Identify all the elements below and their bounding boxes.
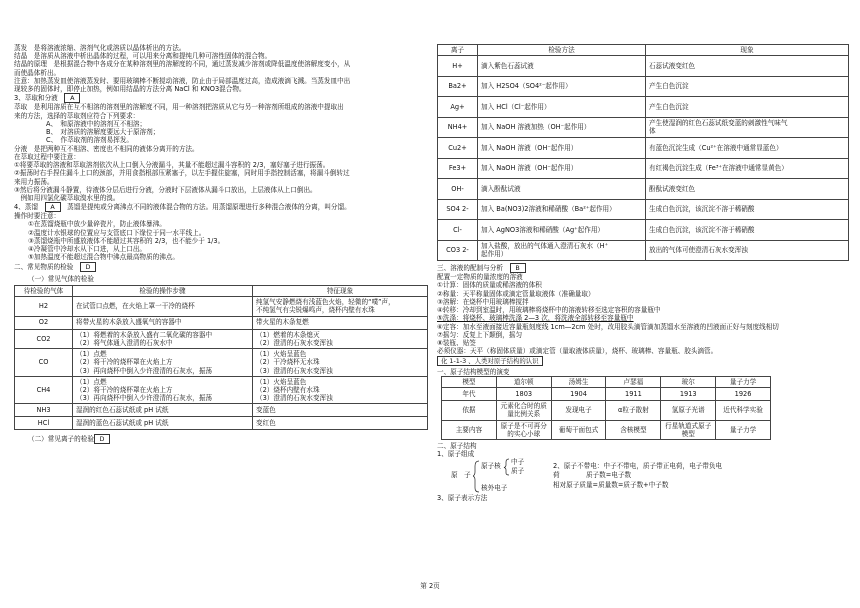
- table-cell: [253, 417, 428, 430]
- table-cell: [646, 138, 849, 159]
- table-cell: [253, 376, 428, 404]
- intro-paragraphs: [14, 44, 428, 93]
- table-cell: [73, 349, 253, 377]
- table-row: [15, 404, 428, 417]
- table-row: [438, 179, 849, 200]
- table-cell: 1913: [661, 388, 716, 401]
- table-cell: 发现电子: [551, 401, 606, 420]
- ion-name: Cu2+: [438, 138, 478, 159]
- table-cell: [646, 179, 849, 200]
- table-cell: [646, 97, 849, 118]
- list-item: ③蒸馏烧瓶中所盛放液体不能超过其容积的 2/3，也不能少于 1/3。: [28, 236, 225, 245]
- ion-name: Ag+: [438, 97, 478, 118]
- answer-box: A: [45, 202, 61, 212]
- cell-line: 生成白色沉淀，该沉淀不溶于稀硝酸: [649, 205, 755, 214]
- gas-name: NH3: [15, 404, 73, 417]
- cell-line: 产生白色沉淀: [649, 82, 689, 91]
- text-line: 来用力振荡。: [14, 177, 54, 186]
- distill-heading: 4、蒸馏 A 蒸馏是提纯或分离沸点不同的液体混合物的方法。用蒸馏原理进行多种混合液体的分离，叫分馏。: [14, 203, 351, 212]
- table-cell: [73, 376, 253, 404]
- list-item: ④冷凝管中冷却水从下口进，从上口出。: [28, 245, 147, 254]
- cell-line: 加入 HCl（Cl⁻起作用）: [481, 102, 551, 111]
- ion-name: OH-: [438, 179, 478, 200]
- table-cell: α粒子散射: [606, 401, 661, 420]
- table-cell: [646, 56, 849, 77]
- section-heading: 一、原子结构模型的演变: [437, 367, 510, 376]
- cell-line: 石蕊试液变红色: [649, 61, 696, 70]
- column-header: 离子: [438, 45, 478, 56]
- table-cell: [73, 297, 253, 316]
- column-header: 检验的操作步骤: [73, 285, 253, 296]
- table-cell: [73, 316, 253, 329]
- text-line: 结晶 是溶质从溶液中析出晶体的过程，可以用来分离和提纯几种可溶性固体的混合物。: [14, 52, 272, 61]
- table-row: [438, 199, 849, 220]
- option-line: A、 和原溶液中的溶剂互不相溶；: [46, 119, 147, 128]
- table-cell: 依据: [442, 401, 497, 420]
- cell-line: 不纯氢气有尖锐爆鸣声，烧杯内壁有水珠: [256, 306, 375, 315]
- table-row: [15, 329, 428, 348]
- table-row: [438, 56, 849, 77]
- cell-line: （1）点燃: [76, 377, 107, 386]
- list-item: ②温度计水银球的位置应与支管底口下缘位于同一水平线上。: [28, 228, 206, 237]
- table-cell: 1926: [716, 388, 771, 401]
- cell-line: 加入 NaOH 溶液加热（OH⁻起作用）: [481, 123, 591, 132]
- column-header: 检验方法: [478, 45, 646, 56]
- table-cell: [253, 297, 428, 316]
- cell-line: （2）干冷烧杯无水珠: [256, 358, 320, 367]
- atom-structure-diagram: [437, 458, 849, 494]
- text-line: 在萃取过程中要注意：: [14, 152, 80, 161]
- cell-line: 体: [649, 127, 656, 136]
- text-line: 而使晶体析出。: [14, 68, 61, 77]
- cell-line: （2）将干冷的烧杯罩在火焰上方: [76, 358, 173, 367]
- cell-line: （2）澄清的石灰水变浑浊: [256, 338, 333, 347]
- ion-name: NH4+: [438, 117, 478, 138]
- table-header-row: [442, 376, 771, 387]
- table-cell: [253, 404, 428, 417]
- cell-line: 带火星的木条复燃: [256, 318, 309, 327]
- table-row: [442, 401, 771, 420]
- ion-name: Ba2+: [438, 76, 478, 97]
- table-cell: 1904: [551, 388, 606, 401]
- ion-table-body: [438, 56, 849, 261]
- table-row: [15, 297, 428, 316]
- table-row: [438, 158, 849, 179]
- chapter-title: 化 1-1-3 、人类对原子结构的认识: [437, 356, 849, 366]
- table-row: [15, 417, 428, 430]
- table-row: [438, 220, 849, 241]
- cell-line: 有蓝色沉淀生成（Cu²⁺在溶液中通常显蓝色）: [649, 143, 783, 152]
- table-cell: [478, 220, 646, 241]
- cell-line: 变红色: [256, 419, 276, 428]
- text-line: ①计算：固体的质量或稀溶液的体积: [437, 281, 542, 290]
- table-header-row: [438, 45, 849, 56]
- table-cell: [478, 76, 646, 97]
- cell-line: （2）将气体通入澄清的石灰水中: [76, 338, 173, 347]
- table-row: [438, 240, 849, 261]
- cell-line: 产生使湿润的红色石蕊试纸变蓝的刺激性气味气: [649, 119, 788, 128]
- gas-name: HCl: [15, 417, 73, 430]
- ion-name: H+: [438, 56, 478, 77]
- gas-table-body: [15, 297, 428, 430]
- table-row: [438, 117, 849, 138]
- text-line: ⑧装瓶、贴签: [437, 339, 476, 348]
- text-line: 分液 是把两种互不相溶、密度也不相同的液体分离开的方法。: [14, 144, 199, 153]
- text-line: ②称量：天平称量固体或滴定管量取液体（准确量取）: [437, 289, 595, 298]
- table-cell: [478, 179, 646, 200]
- text-line: 注意：加热蒸发皿使溶液蒸发时、要用玻璃棒不断搅动溶液，防止由于局部温度过高，造成液滴飞溅。当蒸发皿中出: [14, 76, 351, 85]
- cell-line: （3）再向烧杯中倒入少许澄清的石灰水，振荡: [76, 366, 213, 375]
- cell-line: 加入 Ba(NO3)2溶液和稀硝酸（Ba²⁺起作用）: [481, 205, 616, 214]
- ion-name: Fe3+: [438, 158, 478, 179]
- column-header: 模型: [442, 376, 497, 387]
- answer-box: B: [510, 263, 526, 273]
- table-header-row: [15, 285, 428, 296]
- cell-line: 滴入酚酞试液: [481, 184, 521, 193]
- answer-box: D: [94, 434, 110, 444]
- right-column: [437, 44, 849, 503]
- column-header: 玻尔: [661, 376, 716, 387]
- text-line: 蒸发 是将溶液浓缩、溶剂气化或溶质以晶体析出的方法。: [14, 44, 186, 52]
- cell-line: （2）烧杯内壁有水珠: [256, 385, 320, 394]
- gas-name: CH4: [15, 376, 73, 404]
- table-cell: [478, 138, 646, 159]
- cell-line: 酚酞试液变红色: [649, 184, 696, 193]
- table-cell: 含核模型: [606, 420, 661, 439]
- atom-model-table: [441, 376, 771, 440]
- cell-line: （3）澄清的石灰水变浑浊: [256, 366, 333, 375]
- cell-line: 变蓝色: [256, 406, 276, 415]
- text-line: 配置一定物质的量浓度的溶液: [437, 273, 523, 282]
- cell-line: （1）点燃: [76, 350, 107, 359]
- column-header: 卢瑟福: [606, 376, 661, 387]
- atom-rule: 2、原子不带电：中子不带电，质子带正电荷，电子带负电: [553, 462, 723, 471]
- text-line: 现较多的固体时，即停止加热，例如用结晶的方法分离 NaCl 和 KNO3混合物。: [14, 85, 246, 94]
- list-item: ①在蒸馏烧瓶中放少量碎瓷片，防止液体暴沸。: [28, 220, 166, 229]
- atom-rule: 荷 质子数=电子数: [553, 471, 632, 480]
- cell-line: 加入盐酸，放出的气体通入澄清石灰水（H⁺: [481, 242, 609, 251]
- sub-heading: 3、原子表示方法: [437, 494, 488, 503]
- left-column: [14, 44, 428, 444]
- cell-line: 有红褐色沉淀生成（Fe³⁺在溶液中通常显黄色）: [649, 164, 788, 173]
- gas-name: CO2: [15, 329, 73, 348]
- section-heading: 三、溶液的配制与分析 B: [437, 263, 849, 273]
- gas-name: CO: [15, 349, 73, 377]
- atom-model-body: [442, 388, 771, 440]
- column-header: 现象: [646, 45, 849, 56]
- table-row: [15, 316, 428, 329]
- cell-line: （2）将干冷的烧杯罩在火焰上方: [76, 385, 173, 394]
- table-cell: 行星轨道式原子模型: [661, 420, 716, 439]
- table-cell: [73, 404, 253, 417]
- cell-line: 湿润的红色石蕊试纸或 pH 试纸: [76, 406, 169, 415]
- table-cell: 1803: [496, 388, 551, 401]
- table-cell: [478, 56, 646, 77]
- text-line: ⑥定容：加水至液面接近容量瓶刻度线 1cm—2cm 处时，改用胶头滴管滴加蒸馏水至溶液的凹液面正好与刻度线相切: [437, 322, 779, 331]
- answer-box: A: [64, 93, 80, 103]
- table-cell: [478, 117, 646, 138]
- table-cell: 氢原子光谱: [661, 401, 716, 420]
- table-cell: 年代: [442, 388, 497, 401]
- table-cell: [646, 220, 849, 241]
- cell-line: （1）火焰呈蓝色: [256, 377, 307, 386]
- text-line: 操作时要注意：: [14, 212, 61, 221]
- table-cell: [73, 417, 253, 430]
- column-header: 汤姆生: [551, 376, 606, 387]
- section-heading: 二、原子结构: [437, 441, 477, 450]
- text-line: ⑤洗涤：将烧杯、玻璃棒洗涤 2—3 次，将洗液全部转移至容量瓶中: [437, 314, 634, 323]
- gas-table-title: （一）常见气体的检验: [28, 274, 94, 283]
- cell-line: 加入 H2SO4（SO4²⁻起作用）: [481, 82, 572, 91]
- text-line: ③溶解：在烧杯中用玻璃棒搅拌: [437, 297, 529, 306]
- table-cell: [253, 316, 428, 329]
- cell-line: 将带火星的木条放入盛氧气的容器中: [76, 318, 182, 327]
- table-cell: 1911: [606, 388, 661, 401]
- table-row: [15, 376, 428, 404]
- cell-line: 加入 NaOH 溶液（OH⁻起作用）: [481, 143, 578, 152]
- gas-name: H2: [15, 297, 73, 316]
- section-heading: 二、常见物质的检验 D: [14, 262, 428, 272]
- table-cell: 葡萄干面包式: [551, 420, 606, 439]
- cell-line: 起作用）: [481, 250, 508, 259]
- ion-test-table: [437, 44, 849, 261]
- table-cell: 主要内容: [442, 420, 497, 439]
- gas-test-table: [14, 285, 428, 431]
- cell-line: （1）火焰呈蓝色: [256, 350, 307, 359]
- table-cell: [73, 329, 253, 348]
- table-cell: [478, 97, 646, 118]
- option-line: C、 作萃取剂的溶剂易挥发。: [46, 136, 134, 145]
- ion-name: Cl-: [438, 220, 478, 241]
- cell-line: （1）将燃着的木条放入盛有二氧化碳的容器中: [76, 330, 213, 339]
- text-line: ②振荡时右手捏住漏斗上口的颈部，并用食指根部压紧塞子，以左手握住旋塞，同时用手指控制活塞，将漏斗倒转过: [14, 169, 350, 178]
- text-line: ③然后将分液漏斗静置，待液体分层后进行分液，分液时下层液体从漏斗口放出，上层液体从上口倒出。: [14, 185, 317, 194]
- table-cell: [646, 240, 849, 261]
- cell-line: 纯氢气安静燃烧有浅蓝色火焰，轻微的“噗”声，: [256, 298, 395, 307]
- page-number: 第 2页: [420, 582, 440, 590]
- table-cell: [253, 329, 428, 348]
- text-line: ①将要萃取的溶液和萃取溶剂依次从上口倒入分液漏斗，其量不能超过漏斗容积的 2/3，塞好塞子进行振荡。: [14, 161, 330, 170]
- table-row: [15, 349, 428, 377]
- text-line: 结晶的原理 是根据混合物中各成分在某种溶剂里的溶解度的不同，通过蒸发减少溶剂或降低温度使溶解度变小，从: [14, 60, 351, 69]
- column-header: 道尔顿: [496, 376, 551, 387]
- answer-box: D: [80, 262, 96, 272]
- cell-line: （1）燃着的木条熄灭: [256, 330, 320, 339]
- column-header: 量子力学: [716, 376, 771, 387]
- text-line: 例如用四氯化碳萃取溴水里的溴。: [14, 193, 120, 202]
- text-line: 必须仪器：天平（称固体质量）或滴定管（量取液体质量），烧杯、玻璃棒、容量瓶、胶头滴管。: [437, 347, 718, 356]
- table-row: [442, 388, 771, 401]
- table-cell: [478, 158, 646, 179]
- neutron-label: 中子: [511, 458, 525, 467]
- table-cell: [646, 199, 849, 220]
- cell-line: 在试管口点燃，在火焰上罩一干冷的烧杯: [76, 302, 195, 311]
- electron-label: 核外电子: [481, 484, 508, 493]
- table-cell: [646, 158, 849, 179]
- table-row: [438, 76, 849, 97]
- text-line: ④转移：冷却到室温时，用玻璃棒将烧杯中的溶液转移至选定容积的容量瓶中: [437, 306, 661, 315]
- cell-line: （3）再向烧杯中倒入少许澄清的石灰水，振荡: [76, 394, 213, 403]
- cell-line: 滴入紫色石蕊试液: [481, 61, 534, 70]
- list-item: ⑤加热温度不能超过混合物中沸点最高物质的沸点。: [28, 253, 179, 262]
- table-row: [442, 420, 771, 439]
- cell-line: 加入 NaOH 溶液（OH⁻起作用）: [481, 164, 578, 173]
- option-line: B、 对溶质的溶解度要远大于原溶剂；: [46, 128, 160, 137]
- table-cell: 元素化合时的质量比例关系: [496, 401, 551, 420]
- table-row: [438, 97, 849, 118]
- cell-line: 湿润的蓝色石蕊试纸或 pH 试纸: [76, 419, 169, 428]
- text-line: 来的方法，选择的萃取剂应符合下列要求：: [14, 111, 140, 120]
- text-line: 萃取 是利用溶质在互不相溶的溶剂里的溶解度不同，用一种溶剂把溶质从它与另一种溶剂所组成的溶液中提取出: [14, 103, 344, 112]
- text-line: ⑦摇匀：反复上下颠倒，摇匀: [437, 330, 523, 339]
- ion-name: SO4 2-: [438, 199, 478, 220]
- cell-line: 放出的气体可使澄清石灰水变浑浊: [649, 246, 748, 255]
- gas-name: O2: [15, 316, 73, 329]
- table-cell: [478, 240, 646, 261]
- table-row: [438, 138, 849, 159]
- extract-heading: 3、萃取和分液 A: [14, 93, 428, 103]
- sub-heading: 1、原子组成: [437, 450, 475, 459]
- ion-name: CO3 2-: [438, 240, 478, 261]
- table-cell: [646, 76, 849, 97]
- table-cell: 原子是不可再分的实心小球: [496, 420, 551, 439]
- nucleus-label: 原子核: [481, 462, 501, 471]
- column-header: 待检验的气体: [15, 285, 73, 296]
- cell-line: 生成白色沉淀，该沉淀不溶于稀硝酸: [649, 225, 755, 234]
- proton-label: 质子: [511, 467, 525, 476]
- column-header: 特征现象: [253, 285, 428, 296]
- atom-rule: 相对原子质量=质量数=质子数+中子数: [553, 481, 669, 490]
- ion-table-title: （二）常见离子的检验 D: [14, 434, 428, 444]
- cell-line: 产生白色沉淀: [649, 102, 689, 111]
- table-cell: [646, 117, 849, 138]
- atom-label: 原 子: [451, 471, 471, 480]
- cell-line: （3）澄清的石灰水变浑浊: [256, 394, 333, 403]
- cell-line: 加入 AgNO3溶液和稀硝酸（Ag⁺起作用）: [481, 225, 605, 234]
- table-cell: [478, 199, 646, 220]
- table-cell: 量子力学: [716, 420, 771, 439]
- table-cell: [253, 349, 428, 377]
- table-cell: 近代科学实验: [716, 401, 771, 420]
